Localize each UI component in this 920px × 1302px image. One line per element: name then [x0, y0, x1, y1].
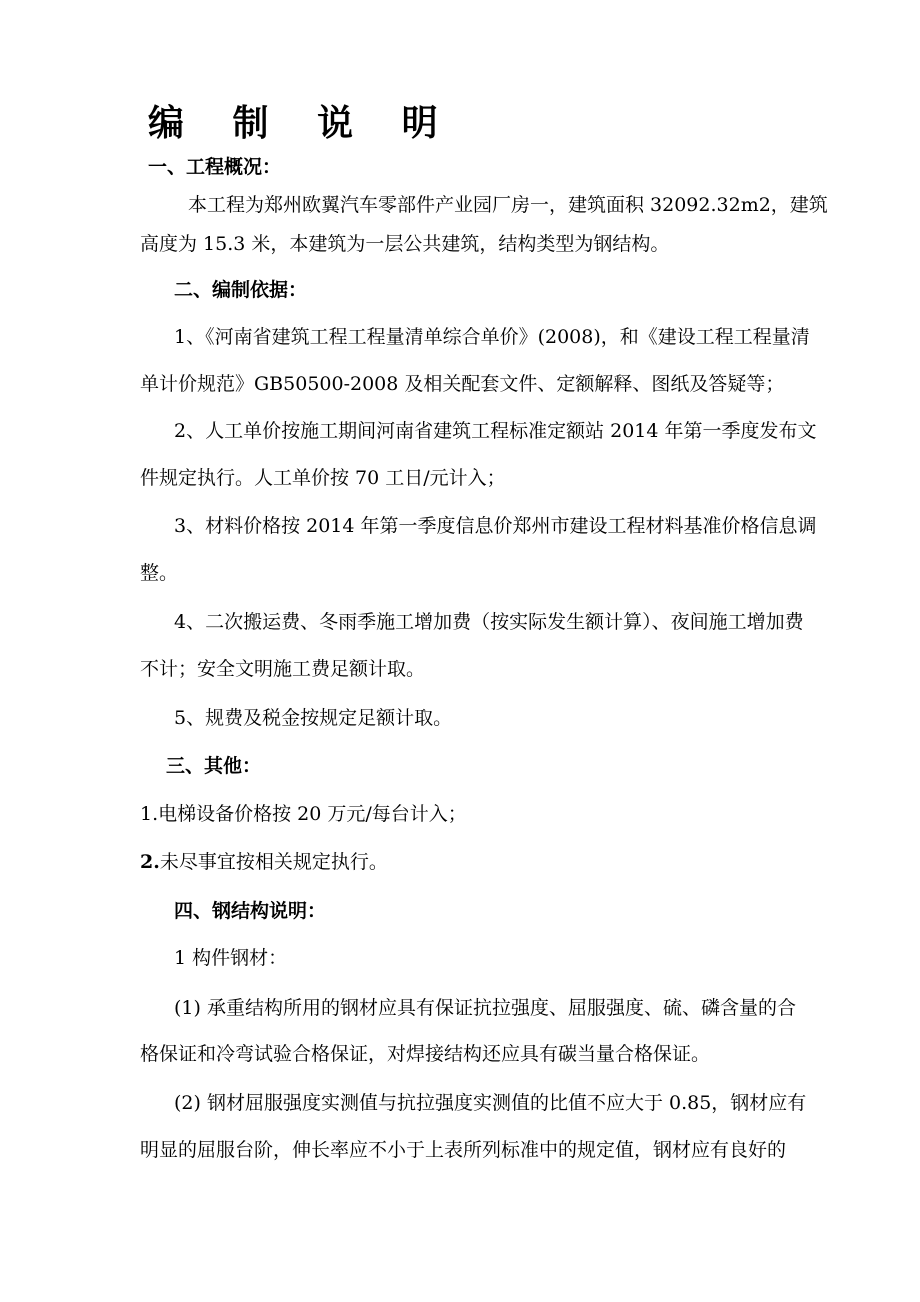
steel-para-1-line-1: (1) 承重结构所用的钢材应具有保证抗拉强度、屈服强度、硫、磷含量的合 [174, 997, 796, 1019]
section-2-heading: 二、编制依据： [174, 279, 308, 301]
section-1-heading: 一、工程概况： [148, 156, 282, 178]
basis-item-3-line-2: 整。 [140, 562, 179, 584]
steel-para-1-line-2: 格保证和冷弯试验合格保证，对焊接结构还应具有碳当量合格保证。 [140, 1043, 711, 1065]
section-3-heading: 三、其他： [166, 755, 262, 777]
overview-line-1: 本工程为郑州欧翼汽车零部件产业园厂房一，建筑面积 32092.32m2，建筑 [188, 194, 828, 216]
other-item-2-text: 未尽事宜按相关规定执行。 [159, 851, 388, 873]
other-item-2 [140, 849, 388, 875]
steel-para-2-line-1: (2) 钢材屈服强度实测值与抗拉强度实测值的比值不应大于 0.85，钢材应有 [174, 1092, 807, 1114]
basis-item-2-line-1: 2、人工单价按施工期间河南省建筑工程标准定额站 2014 年第一季度发布文 [174, 420, 817, 442]
basis-item-1-line-1: 1、《河南省建筑工程工程量清单综合单价》(2008)，和《建设工程工程量清 [174, 326, 810, 348]
section-4-heading: 四、钢结构说明： [174, 900, 327, 922]
other-item-1: 1.电梯设备价格按 20 万元/每台计入； [140, 803, 467, 825]
document-title: 编 制 说 明 [148, 102, 456, 144]
basis-item-5: 5、规费及税金按规定足额计取。 [174, 707, 453, 729]
overview-line-2: 高度为 15.3 米，本建筑为一层公共建筑，结构类型为钢结构。 [140, 233, 670, 255]
other-item-2-number: 2. [140, 851, 160, 873]
steel-para-2-line-2: 明显的屈服台阶，伸长率应不小于上表所列标准中的规定值，钢材应有良好的 [140, 1139, 787, 1161]
basis-item-1-line-2: 单计价规范》GB50500-2008 及相关配套文件、定额解释、图纸及答疑等； [140, 373, 785, 395]
basis-item-4-line-2: 不计；安全文明施工费足额计取。 [140, 658, 426, 680]
basis-item-2-line-2: 件规定执行。人工单价按 70 工日/元计入； [140, 467, 506, 489]
basis-item-4-line-1: 4、二次搬运费、冬雨季施工增加费（按实际发生额计算）、夜间施工增加费 [174, 611, 804, 633]
basis-item-3-line-1: 3、材料价格按 2014 年第一季度信息价郑州市建设工程材料基准价格信息调 [174, 515, 817, 537]
steel-sub-1: 1 构件钢材： [174, 947, 288, 969]
